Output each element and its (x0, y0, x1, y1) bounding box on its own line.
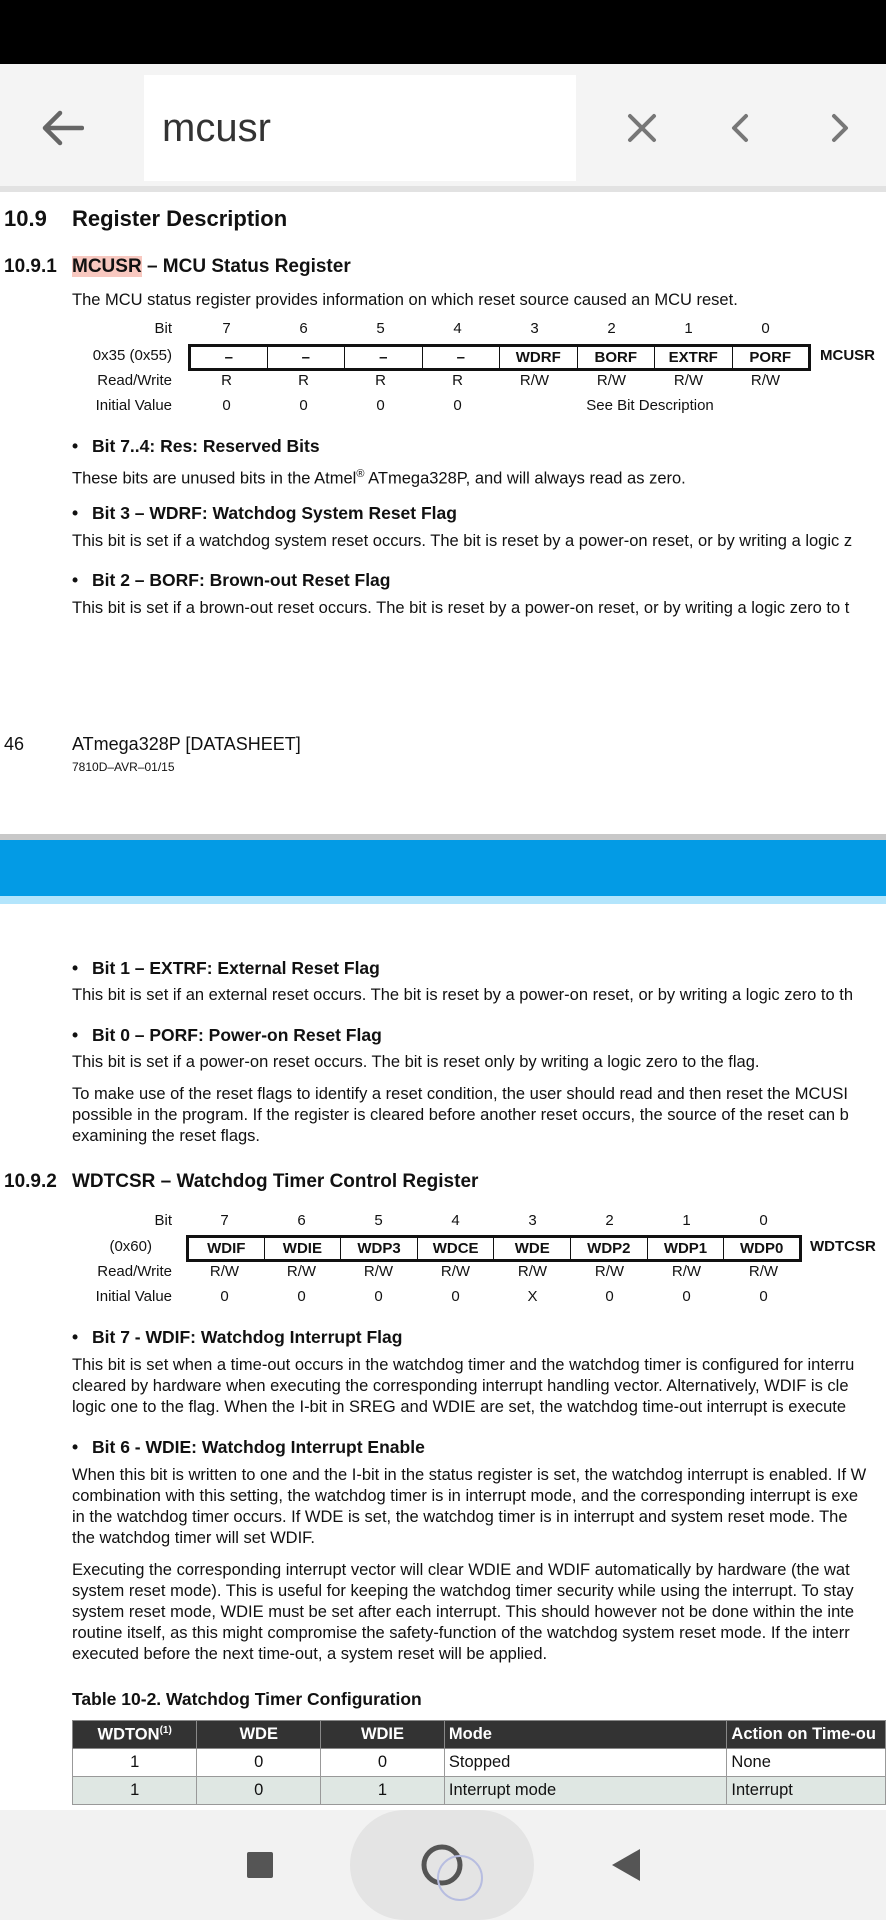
wdie-text-line: system reset mode, WDIE must be set after each interrupt. This should however not be done within the inte (72, 1603, 855, 1621)
intro-text: The MCU status register provides information on which reset source caused an MCU reset. (72, 291, 738, 309)
table-row (73, 1749, 886, 1777)
bit-number: 5 (374, 1212, 383, 1229)
table-caption: Table 10-2. Watchdog Timer Configuration (72, 1689, 422, 1709)
cell-action: None (727, 1749, 886, 1777)
initial-value: 0 (220, 1288, 229, 1305)
chevron-right-icon (830, 113, 850, 143)
wdie-text-line: When this bit is written to one and the I-bit in the status register is set, the watchdog interrupt is enabled. If W (72, 1466, 867, 1484)
doc-code: 7810D–AVR–01/15 (72, 760, 175, 774)
page-separator-band (0, 840, 886, 896)
register-field: WDIF (188, 1237, 265, 1261)
page-separator-edge (0, 896, 886, 904)
reg-label-rw: Read/Write (97, 1263, 172, 1280)
rw-value: R/W (519, 372, 550, 389)
search-input[interactable] (144, 75, 576, 181)
bit-number: 6 (297, 1212, 306, 1229)
mcusr-register-table (188, 344, 811, 371)
bit-number: 0 (761, 320, 770, 337)
reg-label-bit: Bit (154, 320, 172, 337)
rw-value: R/W (750, 372, 781, 389)
wdie-text-line: in the watchdog timer occurs. If WDE is set, the watchdog timer is in interrupt and system reset mode. The (72, 1508, 848, 1526)
reset-flags-paragraph-line: possible in the program. If the register is cleared before another reset occurs, the source of the reset can b (72, 1106, 849, 1124)
col-header-action: Action on Time-ou (727, 1721, 886, 1749)
subsection-title: WDTCSR – Watchdog Timer Control Register (72, 1171, 479, 1192)
rw-value: R/W (671, 1263, 702, 1280)
register-field: WDE (494, 1237, 571, 1261)
find-in-page-bar (0, 64, 886, 192)
initial-value: 0 (682, 1288, 691, 1305)
bit-heading: • Bit 2 – BORF: Brown-out Reset Flag (72, 570, 391, 590)
subsection-title: MCUSR – MCU Status Register (72, 256, 351, 277)
back-nav-button[interactable] (596, 1810, 656, 1920)
bit-description: This bit is set if a watchdog system reset occurs. The bit is reset by a power-on reset, or by writing a logic z (72, 532, 853, 550)
register-field: WDRF (500, 346, 578, 370)
register-name: MCUSR (820, 347, 875, 364)
bit-number: 0 (759, 1212, 768, 1229)
initial-value: 0 (297, 1288, 306, 1305)
register-name: WDTCSR (810, 1238, 876, 1255)
wdtcsr-register-table (186, 1235, 802, 1262)
register-field: PORF (732, 346, 810, 370)
search-match-highlight: MCUSR (72, 256, 142, 277)
bit-heading: • Bit 7..4: Res: Reserved Bits (72, 436, 320, 456)
rw-value: R/W (363, 1263, 394, 1280)
register-field: WDCE (417, 1237, 494, 1261)
wdie-text-line: executed before the next time-out, a system reset will be applied. (72, 1645, 548, 1663)
reg-label-rw: Read/Write (97, 372, 172, 389)
bit-number: 2 (607, 320, 616, 337)
col-header-wdton: WDTON$^{(1)}$ (73, 1721, 197, 1749)
wdif-text-line: cleared by hardware when executing the corresponding interrupt handling vector. Alternatively, WDIF is cle (72, 1377, 849, 1395)
subsection-number: 10.9.2 (4, 1171, 57, 1192)
arrow-left-icon (40, 110, 84, 146)
recents-button[interactable] (230, 1810, 290, 1920)
cell-wdton: 1 (73, 1749, 197, 1777)
register-field: – (345, 346, 423, 370)
pdf-page-46 (0, 198, 886, 834)
bit-heading: • Bit 1 – EXTRF: External Reset Flag (72, 958, 380, 978)
rw-value: R/W (440, 1263, 471, 1280)
next-match-button[interactable] (808, 96, 872, 160)
initial-value: 0 (759, 1288, 768, 1305)
rw-value: R (375, 372, 386, 389)
bit-number: 1 (682, 1212, 691, 1229)
cell-wdie: 1 (321, 1777, 445, 1805)
bit-number: 4 (451, 1212, 460, 1229)
rw-value: R/W (596, 372, 627, 389)
wdie-text-line: Executing the corresponding interrupt vector will clear WDIE and WDIF automatically by hardware (the wat (72, 1561, 850, 1579)
bit-heading: • Bit 6 - WDIE: Watchdog Interrupt Enable (72, 1437, 425, 1457)
bit-number: 1 (684, 320, 693, 337)
cell-action: Interrupt (727, 1777, 886, 1805)
doc-title: ATmega328P [DATASHEET] (72, 734, 301, 754)
pdf-page-47 (0, 904, 886, 1830)
triangle-back-icon (612, 1849, 640, 1881)
rw-value: R/W (517, 1263, 548, 1280)
section-number: 10.9 (4, 206, 47, 231)
initial-value-note: See Bit Description (586, 397, 714, 414)
initial-value: 0 (374, 1288, 383, 1305)
rw-value: R (298, 372, 309, 389)
cell-wdton: 1 (73, 1777, 197, 1805)
bit-description: This bit is set if a brown-out reset occurs. The bit is reset by a power-on reset, or by writing a logic zero to t (72, 599, 850, 617)
register-field: WDP3 (341, 1237, 418, 1261)
register-field: EXTRF (655, 346, 733, 370)
initial-value: 0 (451, 1288, 460, 1305)
bit-number: 7 (222, 320, 231, 337)
col-header-wde: WDE (197, 1721, 321, 1749)
clear-search-button[interactable] (610, 96, 674, 160)
cell-mode: Interrupt mode (444, 1777, 727, 1805)
initial-value: X (527, 1288, 538, 1305)
system-nav-bar (0, 1810, 886, 1920)
register-field: – (267, 346, 345, 370)
bit-number: 7 (220, 1212, 229, 1229)
subsection-number: 10.9.1 (4, 256, 57, 277)
initial-value: 0 (453, 397, 462, 414)
bit-number: 5 (376, 320, 385, 337)
bit-description: These bits are unused bits in the Atmel® ATmega328P, and will always read as zero. (72, 468, 686, 488)
wdif-text-line: This bit is set when a time-out occurs in the watchdog timer and the watchdog timer is configured for interru (72, 1356, 855, 1374)
cell-wde: 0 (197, 1777, 321, 1805)
bit-heading: • Bit 7 - WDIF: Watchdog Interrupt Flag (72, 1327, 403, 1347)
rw-value: R (452, 372, 463, 389)
cell-mode: Stopped (444, 1749, 727, 1777)
reg-label-init: Initial Value (95, 1288, 172, 1305)
cell-wde: 0 (197, 1749, 321, 1777)
register-field: BORF (577, 346, 655, 370)
initial-value: 0 (299, 397, 308, 414)
previous-match-button[interactable] (708, 96, 772, 160)
reset-flags-paragraph-line: examining the reset flags. (72, 1127, 261, 1145)
square-icon (247, 1852, 273, 1878)
section-title: Register Description (72, 206, 288, 231)
bit-description: This bit is set if an external reset occurs. The bit is reset by a power-on reset, or by writing a logic zero to th (72, 986, 854, 1004)
bit-number: 6 (299, 320, 308, 337)
register-field: – (190, 346, 268, 370)
bit-number: 2 (605, 1212, 614, 1229)
wdie-text-line: the watchdog timer will set WDIF. (72, 1529, 315, 1547)
page-number: 46 (4, 734, 25, 754)
initial-value: 0 (376, 397, 385, 414)
table-row (73, 1777, 886, 1805)
register-field: WDIE (264, 1237, 341, 1261)
col-header-mode: Mode (444, 1721, 727, 1749)
rw-value: R/W (286, 1263, 317, 1280)
reg-label-bit: Bit (154, 1212, 172, 1229)
bit-number: 3 (528, 1212, 537, 1229)
rw-value: R/W (209, 1263, 240, 1280)
chevron-left-icon (730, 113, 750, 143)
back-button[interactable] (30, 96, 94, 160)
wdie-text-line: routine itself, as this might compromise the safety-function of the watchdog system reset mode. If the interr (72, 1624, 850, 1642)
reg-label-addr: 0x35 (0x55) (92, 347, 172, 364)
cell-wdie: 0 (321, 1749, 445, 1777)
close-icon (627, 113, 657, 143)
register-field: WDP2 (571, 1237, 648, 1261)
register-field: – (422, 346, 500, 370)
register-field: WDP1 (647, 1237, 724, 1261)
rw-value: R/W (594, 1263, 625, 1280)
col-header-wdie: WDIE (321, 1721, 445, 1749)
rw-value: R (221, 372, 232, 389)
wdif-text-line: logic one to the flag. When the I-bit in SREG and WDIE are set, the watchdog time-out interrupt is execute (72, 1398, 847, 1416)
bit-number: 4 (453, 320, 462, 337)
wdie-text-line: system reset mode). This is useful for keeping the watchdog timer security while using the interrupt. To stay (72, 1582, 854, 1600)
circle-icon (350, 1810, 534, 1920)
bit-heading: • Bit 3 – WDRF: Watchdog System Reset Flag (72, 503, 457, 523)
bit-description: This bit is set if a power-on reset occurs. The bit is reset only by writing a logic zero to the flag. (72, 1053, 760, 1071)
register-field: WDP0 (724, 1237, 801, 1261)
status-bar (0, 0, 886, 64)
bit-heading: • Bit 0 – PORF: Power-on Reset Flag (72, 1025, 382, 1045)
wdie-text-line: combination with this setting, the watchdog timer is in interrupt mode, and the corresponding interrupt is exe (72, 1487, 858, 1505)
reset-flags-paragraph-line: To make use of the reset flags to identify a reset condition, the user should read and then reset the MCUSI (72, 1085, 848, 1103)
rw-value: R/W (748, 1263, 779, 1280)
reg-label-init: Initial Value (95, 397, 172, 414)
watchdog-config-table (72, 1720, 886, 1805)
initial-value: 0 (222, 397, 231, 414)
reg-label-addr: (0x60) (109, 1238, 152, 1255)
home-button[interactable] (350, 1810, 534, 1920)
bit-number: 3 (530, 320, 539, 337)
rw-value: R/W (673, 372, 704, 389)
initial-value: 0 (605, 1288, 614, 1305)
